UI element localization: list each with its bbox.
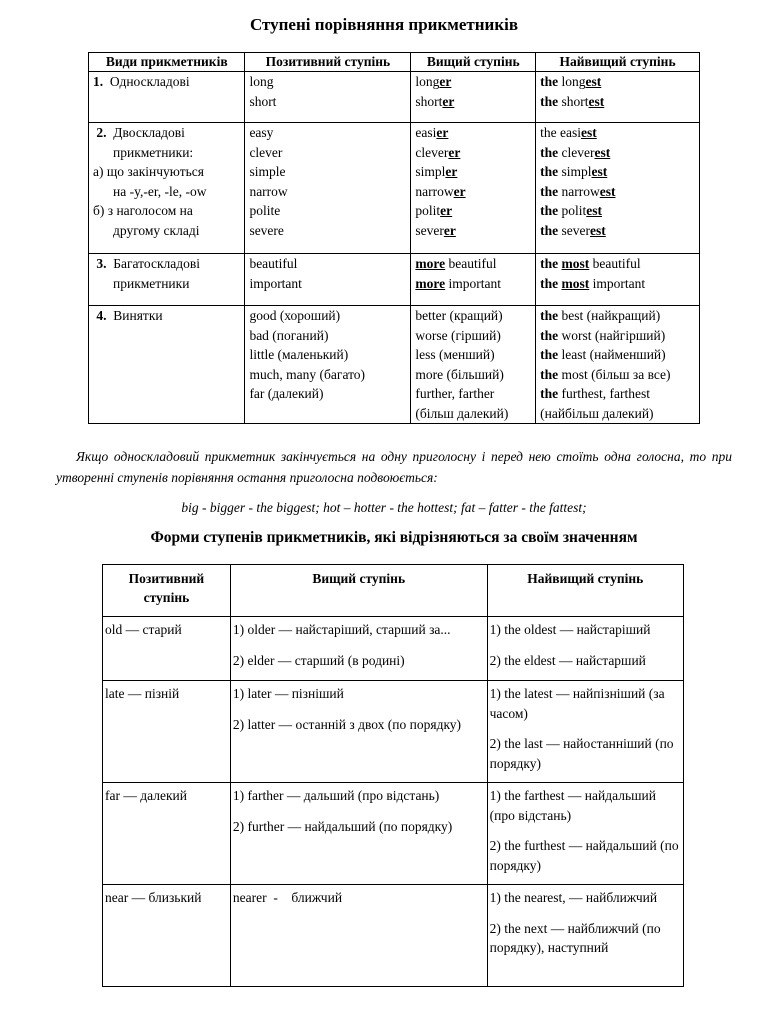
positive-cell [245, 72, 411, 123]
stem: easi [560, 125, 581, 140]
word: polite [249, 203, 281, 218]
comparative-cell [230, 783, 487, 885]
header-cell: Найвищий ступінь [487, 565, 683, 617]
word: beautiful [249, 256, 298, 271]
positive-cell: near — близький [103, 885, 231, 987]
meaning-line: 1) the oldest — найстаріший [489, 622, 651, 637]
suffix: est [585, 74, 602, 89]
word: beautiful [589, 256, 641, 271]
word: much, many (багато) [249, 366, 366, 382]
article: the [540, 347, 559, 362]
meaning-line: 1) the nearest, — найближчий [489, 890, 658, 905]
table-row [89, 306, 700, 424]
word: least (найменший) [558, 347, 666, 362]
word: short [249, 93, 277, 109]
row-number: 1. [93, 74, 104, 89]
article: the [540, 256, 559, 271]
stem: easi [415, 125, 437, 140]
row-number: 3. [96, 256, 107, 271]
header-cell: Вищий ступінь [411, 53, 536, 72]
word: (найбільш далекий) [540, 405, 654, 421]
word: easy [249, 125, 274, 140]
superlative-cell [536, 254, 700, 306]
suffix: er [443, 222, 456, 238]
suffix: est [581, 125, 597, 140]
positive-cell [245, 254, 411, 306]
meaning-line: 1) older — найстаріший, старший за... [232, 622, 451, 637]
stem: sever [415, 222, 444, 238]
stem: polit [415, 203, 441, 218]
word: important [445, 275, 502, 291]
stem: short [561, 93, 589, 109]
comparative-cell [411, 72, 536, 123]
type-label: а) що закінчуються [93, 164, 204, 179]
more-word: more [415, 275, 446, 291]
most-word: most [561, 275, 590, 291]
word: best (найкращий) [558, 308, 661, 323]
suffix: er [448, 144, 461, 160]
type-label: Двоскладові [113, 125, 185, 140]
comparison-degrees-table [88, 52, 700, 424]
positive-cell: late — пізній [103, 681, 231, 783]
header-cell: Види прикметників [89, 53, 245, 72]
most-word: most [561, 256, 590, 271]
meaning-line: 2) elder — старший (в родині) [232, 652, 405, 668]
more-word: more [415, 256, 446, 271]
stem: short [415, 93, 443, 109]
stem: clever [561, 144, 595, 160]
word: clever [249, 144, 283, 160]
meaning-forms-table [102, 564, 684, 987]
table-row [103, 681, 684, 783]
row-number: 4. [96, 308, 107, 323]
type-cell [89, 254, 245, 306]
table-header-row [89, 53, 700, 72]
type-label: на -y,-er, -le, -ow [113, 183, 207, 199]
suffix: er [440, 203, 453, 218]
meaning-line: 2) the last — найостанніший (по порядку) [489, 736, 674, 771]
table-row [103, 617, 684, 681]
stem: narrow [415, 183, 454, 199]
stem: sever [561, 222, 590, 238]
suffix: est [594, 144, 611, 160]
stem: long [415, 74, 440, 89]
stem: simpl [415, 164, 446, 179]
type-label: б) з наголосом на [93, 203, 193, 218]
type-cell [89, 72, 245, 123]
article: the [540, 222, 559, 238]
type-label: другому складі [113, 222, 200, 238]
article: the [540, 327, 559, 343]
positive-cell: far — далекий [103, 783, 231, 885]
comparative-cell [411, 254, 536, 306]
article: the [540, 183, 559, 199]
suffix: er [453, 183, 466, 199]
word: narrow [249, 183, 288, 199]
stem: long [561, 74, 586, 89]
section-title: Форми ступенів прикметників, які відрізняються за своїм значенням [150, 529, 638, 546]
comparative-cell [411, 123, 536, 254]
page-title: Ступені порівняння прикметників [249, 15, 519, 34]
word: good (хороший) [249, 308, 341, 323]
suffix: est [589, 222, 606, 238]
word: most (більш за все) [558, 366, 671, 382]
meaning-line: 2) the eldest — найстарший [489, 652, 646, 668]
word: worst (найгірший) [558, 327, 666, 343]
doubling-rule-note: Якщо односкладовий прикметник закінчується на одну приголосну і перед нею стоїть одна голосна, то при утворенні ступенів порівняння остання приголосна подвоюється: [56, 449, 732, 485]
stem: polit [561, 203, 587, 218]
article: the [540, 366, 559, 382]
suffix: er [442, 93, 455, 109]
table-header-row [103, 565, 684, 617]
superlative-cell [487, 617, 683, 681]
article: the [540, 164, 559, 179]
superlative-cell [487, 783, 683, 885]
suffix: er [445, 164, 458, 179]
word: bad (поганий) [249, 327, 329, 343]
meaning-line: 1) the farthest — найдальший (про відстань) [489, 788, 656, 823]
word: furthest, farthest [558, 386, 650, 401]
meaning-line: 1) farther — дальший (про відстань) [232, 788, 440, 803]
meaning-line: nearer - ближчий [232, 890, 343, 905]
positive-cell [245, 123, 411, 254]
positive-cell [245, 306, 411, 424]
word: beautiful [445, 256, 497, 271]
type-label: прикметники: [113, 144, 194, 160]
article: the [540, 125, 557, 140]
meaning-line: 2) latter — останній з двох (по порядку) [232, 716, 462, 732]
type-label: Винятки [113, 308, 163, 323]
superlative-cell [536, 306, 700, 424]
table-row [103, 885, 684, 987]
stem: narrow [561, 183, 600, 199]
article: the [540, 93, 559, 109]
stem: simpl [561, 164, 592, 179]
word: important [249, 275, 302, 291]
article: the [540, 308, 559, 323]
suffix: er [436, 125, 449, 140]
type-cell [89, 123, 245, 254]
word: better (кращий) [415, 308, 503, 323]
meaning-line: 2) further — найдальший (по порядку) [232, 818, 453, 834]
meaning-line: 2) the furthest — найдальший (по порядку) [489, 838, 679, 873]
table-row [89, 254, 700, 306]
suffix: est [599, 183, 616, 199]
superlative-cell [536, 123, 700, 254]
article: the [540, 74, 559, 89]
word: less (менший) [415, 347, 495, 362]
header-cell: Найвищий ступінь [536, 53, 700, 72]
word: little (маленький) [249, 347, 349, 362]
suffix: er [439, 74, 452, 89]
word: more (більший) [415, 366, 504, 382]
article: the [540, 144, 559, 160]
word: (більш далекий) [415, 405, 509, 421]
header-cell: Позитивний ступінь [103, 565, 231, 617]
article: the [540, 275, 559, 291]
suffix: est [586, 203, 603, 218]
stem: clever [415, 144, 449, 160]
word: further, farther [415, 386, 495, 401]
meaning-line: 1) later — пізніший [232, 686, 344, 701]
table-row [89, 72, 700, 123]
doubling-examples: big - bigger - the biggest; hot – hotter - the hottest; fat – fatter - the fattest; [181, 500, 587, 515]
comparative-cell [230, 681, 487, 783]
suffix: est [591, 164, 608, 179]
word: worse (гірший) [415, 327, 501, 343]
superlative-cell [536, 72, 700, 123]
word: simple [249, 164, 286, 179]
header-cell: Позитивний ступінь [245, 53, 411, 72]
positive-cell: old — старий [103, 617, 231, 681]
article: the [540, 386, 559, 401]
meaning-line: 1) the latest — найпізніший (за часом) [489, 686, 665, 721]
type-label: прикметники [113, 275, 190, 291]
word: long [249, 74, 274, 89]
header-cell: Вищий ступінь [230, 565, 487, 617]
word: severe [249, 222, 284, 238]
comparative-cell [230, 885, 487, 987]
table-row [89, 123, 700, 254]
suffix: est [588, 93, 605, 109]
table-row [103, 783, 684, 885]
word: far (далекий) [249, 386, 324, 401]
comparative-cell [230, 617, 487, 681]
article: the [540, 203, 559, 218]
type-cell [89, 306, 245, 424]
type-label: Багатоскладові [113, 256, 201, 271]
comparative-cell [411, 306, 536, 424]
superlative-cell [487, 885, 683, 987]
type-label: Односкладові [109, 74, 190, 89]
word: important [589, 275, 646, 291]
row-number: 2. [96, 125, 107, 140]
superlative-cell [487, 681, 683, 783]
meaning-line: 2) the next — найближчий (по порядку), наступний [489, 920, 661, 955]
